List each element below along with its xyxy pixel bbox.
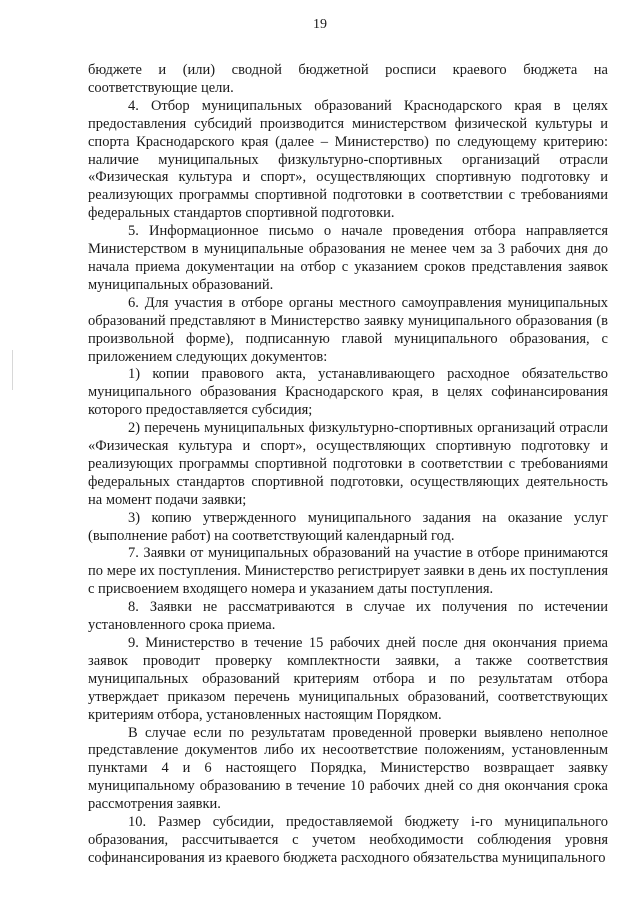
- paragraph-subitem-3: 3) копию утвержденного муниципального задания на оказание услуг (выполнение работ) на соответствующий календарный год.: [88, 509, 608, 544]
- paragraph-continuation: бюджете и (или) сводной бюджетной росписи краевого бюджета на соответствующие цели.: [88, 62, 608, 96]
- paragraph-item-8: 8. Заявки не рассматриваются в случае их получения по истечении установленного срока приема.: [88, 599, 608, 634]
- paragraph-item-7: 7. Заявки от муниципальных образований на участие в отборе принимаются по мере их поступления. Министерство регистрирует заявки в день их поступления с присвоением входящего номера и указанием даты поступления.: [88, 545, 608, 598]
- paragraph-item-10: 10. Размер субсидии, предоставляемой бюджету i-го муниципального образования, рассчитывается с учетом необходимости соблюдения уровня софинансирования из краевого бюджета расходного обязательства муниципального: [88, 814, 608, 866]
- paragraph-item-9-continued: В случае если по результатам проведенной проверки выявлено неполное представление документов либо их несоответствие положениям, установленным пунктами 4 и 6 настоящего Порядка, Министерство возвращает заявку муниципальному образованию в течение 10 рабочих дней со дня окончания срока рассмотрения заявки.: [88, 724, 608, 813]
- paragraph-item-5: 5. Информационное письмо о начале проведения отбора направляется Министерством в муниципальные образования не менее чем за 3 рабочих дня до начала приема документации на отбор с указанием сроков представления заявок муниципальных образований.: [88, 223, 608, 293]
- paragraph-subitem-1: 1) копии правового акта, устанавливающего расходное обязательство муниципального образования Краснодарского края, в целях софинансирования которого предоставляется субсидия;: [88, 366, 608, 419]
- paragraph-item-9: 9. Министерство в течение 15 рабочих дней после дня окончания приема заявок проводит проверку комплектности заявки, а также соответствия муниципальных образований критериям отбора и по результатам отбора утверждает приказом перечень муниципальных образований, соответствующих критериям отбора, установленных настоящим Порядком.: [88, 635, 608, 723]
- paragraph-item-4: 4. Отбор муниципальных образований Краснодарского края в целях предоставления субсидий производится министерством физической культуры и спорта Краснодарского края (далее – Министерство) по следующему критерию: наличие муниципальных физкультурно-спортивных организаций отрасли «Физическая культура и спорт», осуществляющих спортивную подготовку и реализующих программы спортивной подготовки в соответствии с требованиями федеральных стандартов спортивной подготовки.: [88, 97, 608, 222]
- page-number: 19: [313, 17, 327, 32]
- paragraph-subitem-2: 2) перечень муниципальных физкультурно-спортивных организаций отрасли «Физическая культура и спорт», осуществляющих спортивную подготовку и реализующих программы спортивной подготовки в соответствии с требованиями федеральных стандартов спортивной подготовки, осуществляющих деятельность на момент подачи заявки;: [88, 420, 608, 508]
- document-body: [88, 62, 608, 868]
- paragraph-item-6: 6. Для участия в отборе органы местного самоуправления муниципальных образований представляют в Министерство заявку муниципального образования (в произвольной форме), подписанную главой муниципального образования, с приложением следующих документов:: [88, 294, 608, 365]
- margin-mark: [12, 350, 13, 390]
